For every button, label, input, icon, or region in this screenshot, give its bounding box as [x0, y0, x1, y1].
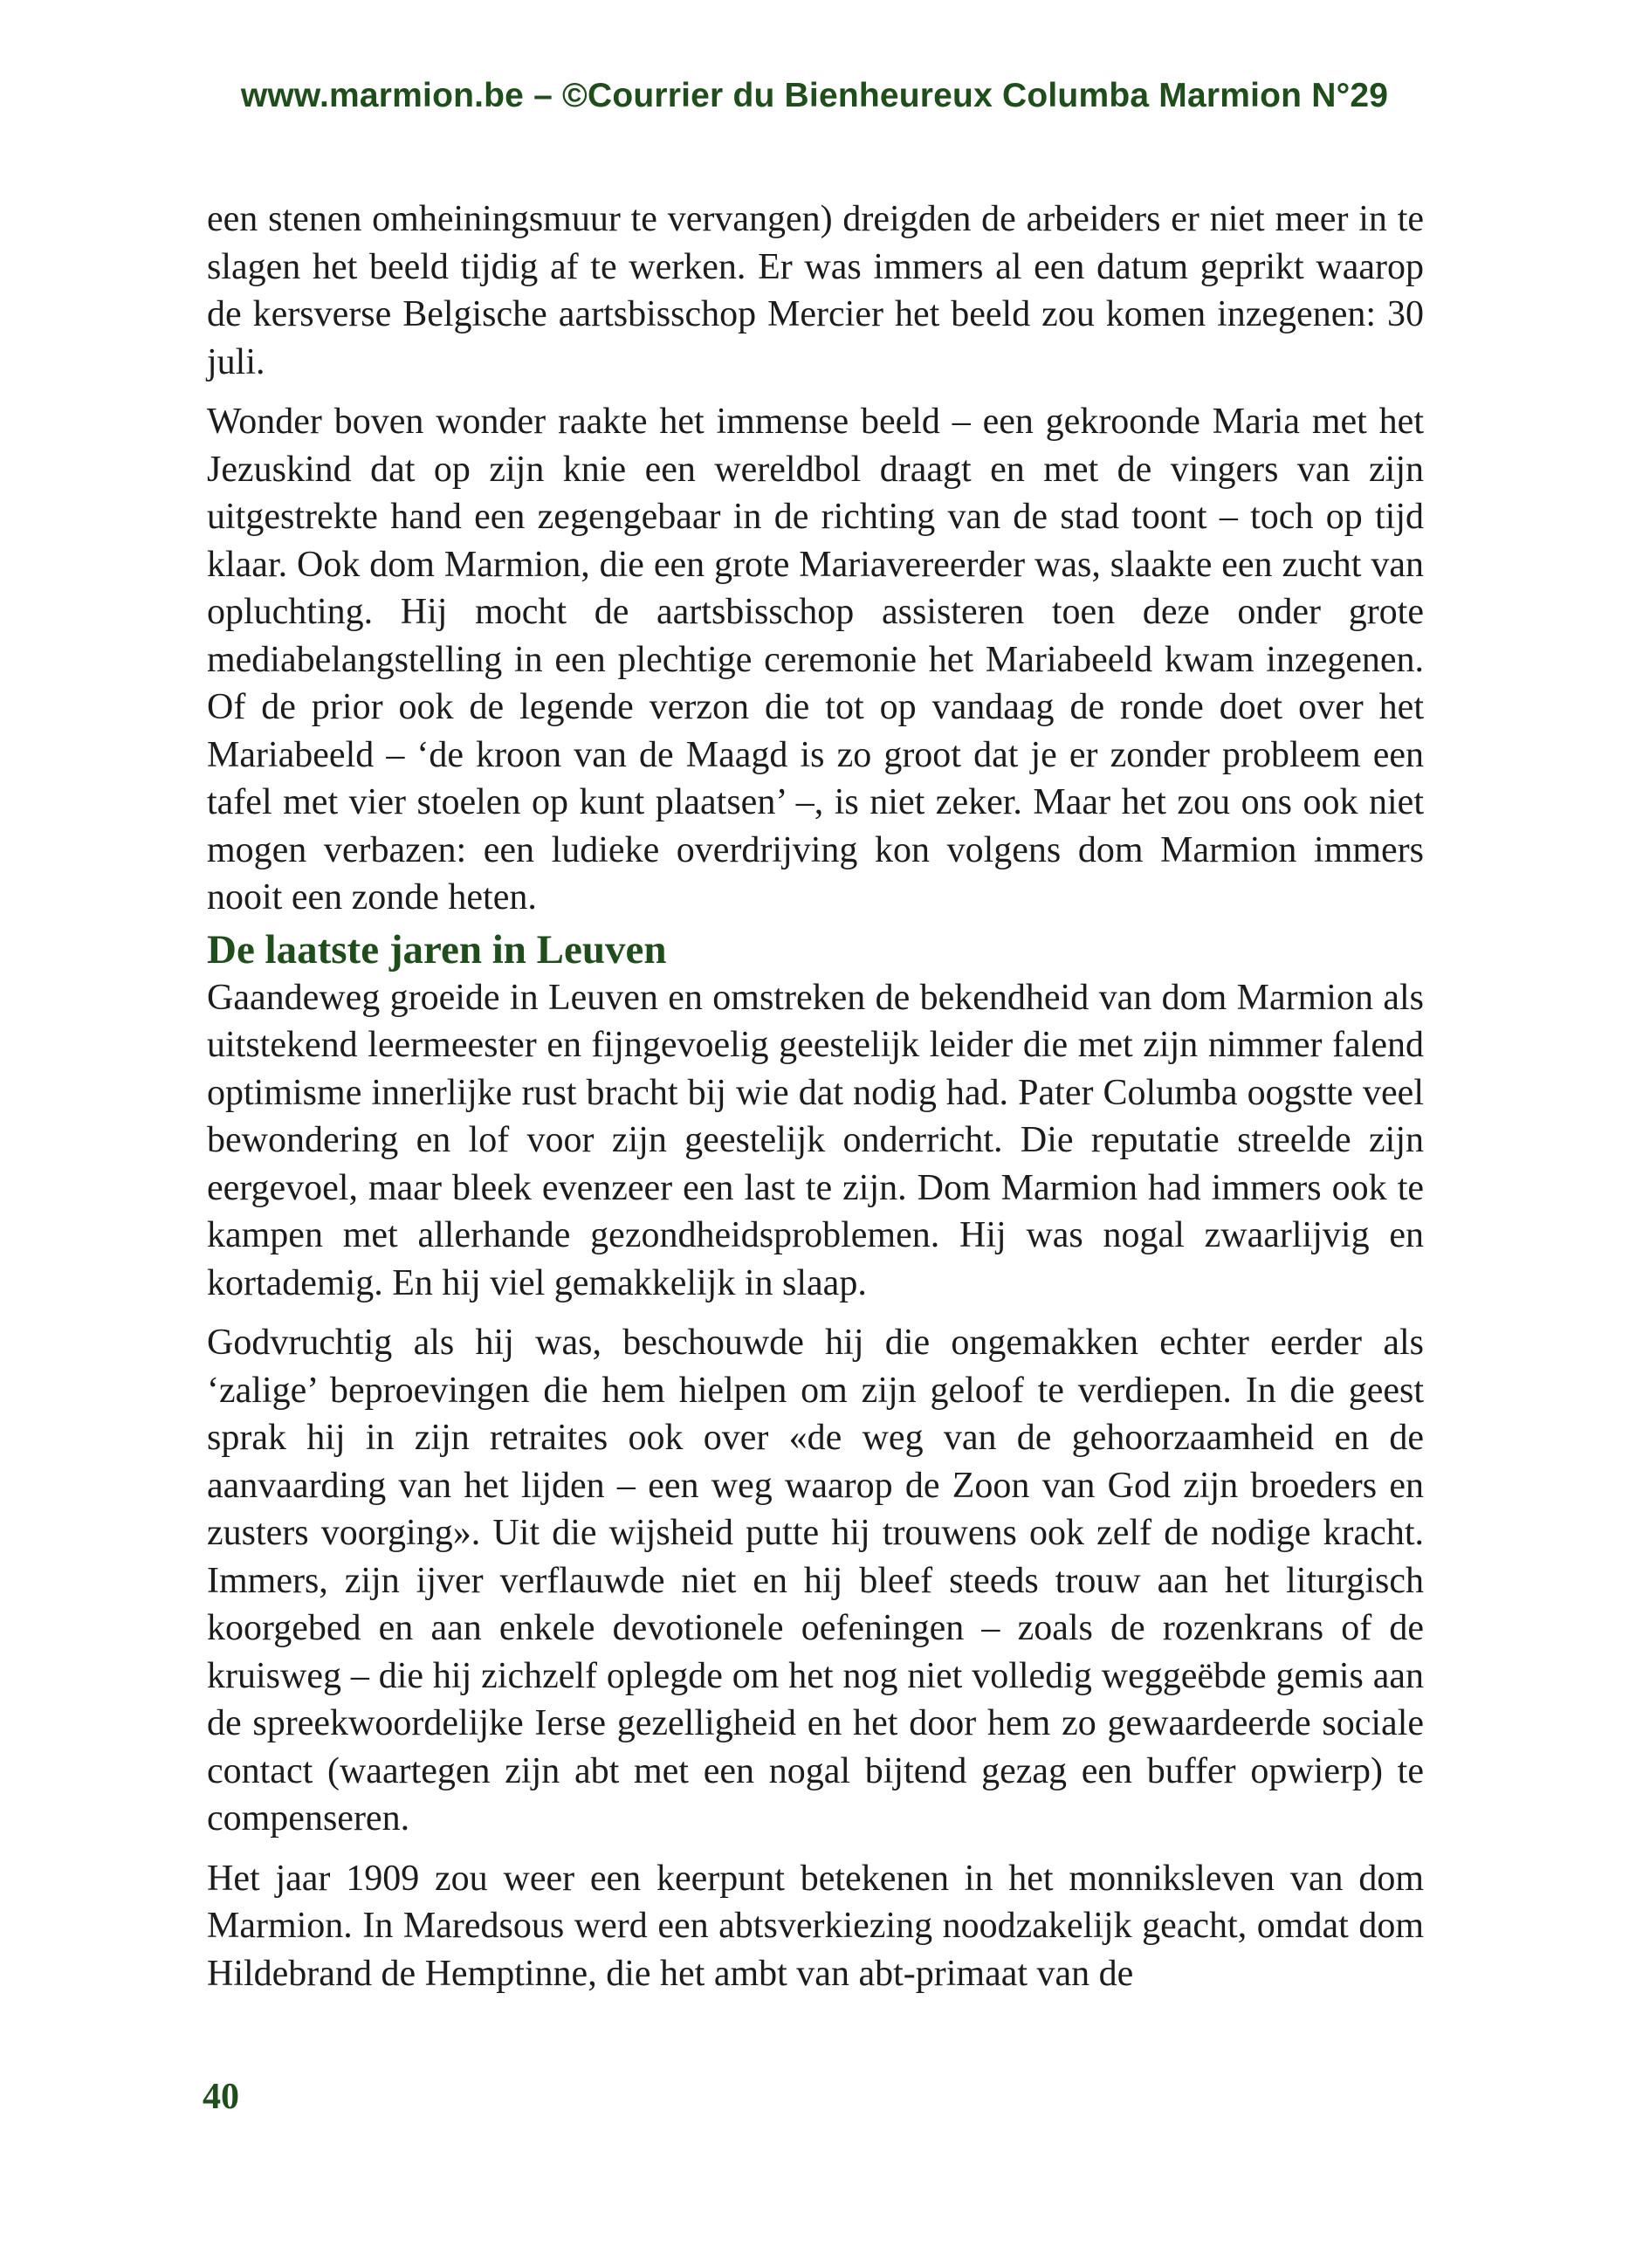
- body-text: [207, 196, 1424, 1997]
- paragraph-4: Godvruchtig als hij was, beschouwde hij die ongemakken echter eerder als ‘zalige’ beproevingen die hem hielpen om zijn geloof te verdiepen. In die geest sprak hij in zijn retraites ook over «de weg van de gehoorzaamheid en de aanvaarding van het lijden – een weg waarop de Zoon van God zijn broeders en zusters voorging». Uit die wijsheid putte hij trouwens ook zelf de nodige kracht. Immers, zijn ijver verflauwde niet en hij bleef steeds trouw aan het liturgisch koorgebed en aan enkele devotionele oefeningen – zoals de rozenkrans of de kruisweg – die hij zichzelf oplegde om het nog niet volledig weggeëbde gemis aan de spreekwoordelijke Ierse gezelligheid en het door hem zo gewaardeerde sociale contact (waartegen zijn abt met een nogal bijtend gezag een buffer opwierp) te compenseren.: [207, 1323, 1424, 1838]
- running-header: www.marmion.be – ©Courrier du Bienheureux Columba Marmion N°29: [240, 77, 1389, 114]
- paragraph-3: Gaandeweg groeide in Leuven en omstreken de bekendheid van dom Marmion als uitstekend leermeester en fijngevoelig geestelijk leider die met zijn nimmer falend optimisme innerlijke rust bracht bij wie dat nodig had. Pater Columba oogstte veel bewondering en lof voor zijn geestelijk onderricht. Die reputatie streelde zijn eergevoel, maar bleek evenzeer een last te zijn. Dom Marmion had immers ook te kampen met allerhande gezondheidsproblemen. Hij was nogal zwaarlijvig en kortademig. En hij viel gemakkelijk in slaap.: [207, 977, 1424, 1303]
- paragraph-2: Wonder boven wonder raakte het immense beeld – een gekroonde Maria met het Jezuskind dat op zijn knie een wereldbol draagt en met de vingers van zijn uitgestrekte hand een zegengebaar in de richting van de stad toont – toch op tijd klaar. Ook dom Marmion, die een grote Mariavereerder was, slaakte een zucht van opluchting. Hij mocht de aartsbisschop assisteren toen deze onder grote mediabelangstelling in een plechtige ceremonie het Mariabeeld kwam inzegenen. Of de prior ook de legende verzon die tot op vandaag de ronde doet over het Mariabeeld – ‘de kroon van de Maagd is zo groot dat je er zonder probleem een tafel met vier stoelen op kunt plaatsen’ –, is niet zeker. Maar het zou ons ook niet mogen verbazen: een ludieke overdrijving kon volgens dom Marmion immers nooit een zonde heten.: [207, 402, 1424, 918]
- page-number: 40: [203, 2077, 239, 2117]
- paragraph-1: een stenen omheiningsmuur te vervangen) dreigden de arbeiders er niet meer in te slagen het beeld tijdig af te werken. Er was immers al een datum geprikt waarop de kersverse Belgische aartsbisschop Mercier het beeld zou komen inzegenen: 30 juli.: [207, 199, 1424, 382]
- paragraph-5: Het jaar 1909 zou weer een keerpunt betekenen in het monniksleven van dom Marmion. In Maredsous werd een abtsverkiezing noodzakelijk geacht, omdat dom Hildebrand de Hemptinne, die het ambt van abt-primaat van de: [207, 1858, 1424, 1994]
- section-heading: De laatste jaren in Leuven: [207, 926, 667, 972]
